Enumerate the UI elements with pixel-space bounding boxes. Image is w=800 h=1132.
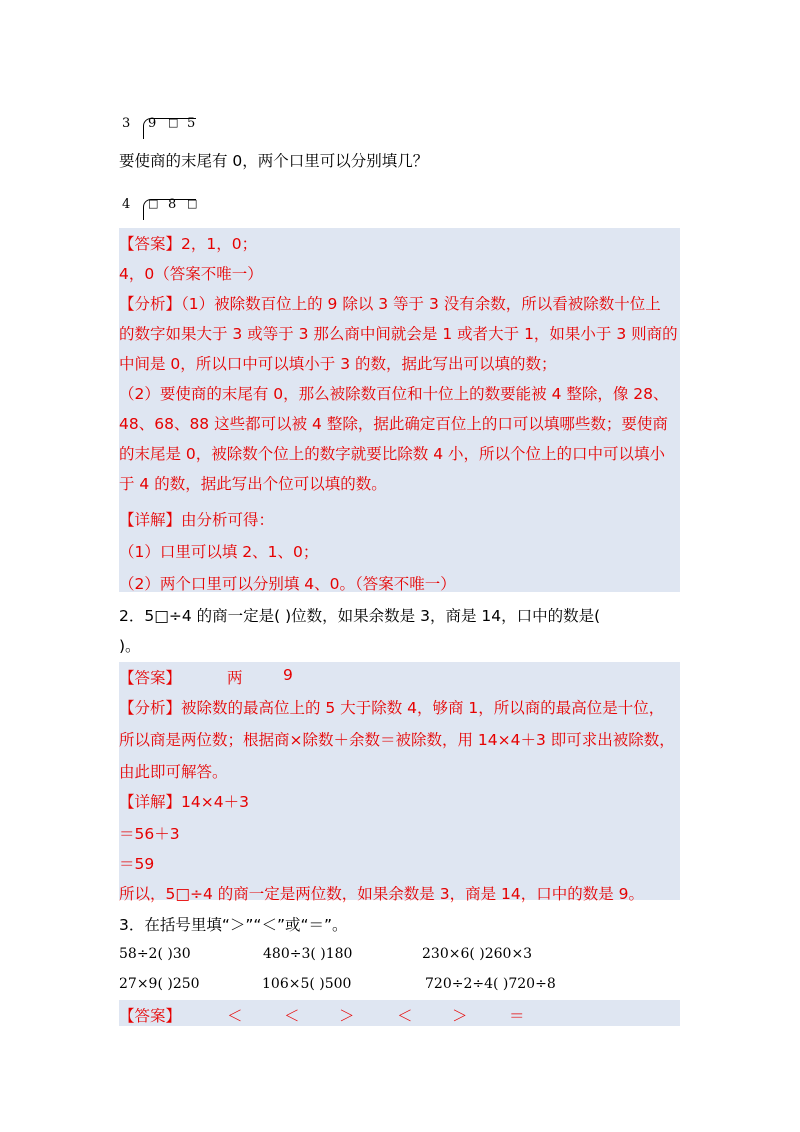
detail-line: 【详解】由分析可得： [119,511,275,529]
detail-line: ＝59 [119,855,155,873]
compare-item: 106×5( )500 [262,976,352,992]
answer-symbol: ＞ [339,1007,355,1025]
detail-line: 所以，5□÷4 的商一定是两位数，如果余数是 3，商是 14，口中的数是 9。 [119,885,645,903]
compare-item: 480÷3( )180 [263,946,353,962]
answer-line: 【答案】2，1，0； [119,235,258,253]
answer-label: 【答案】 [119,1007,182,1025]
answer-value: 9 [283,666,293,684]
dividend-digit: 8 [168,197,177,212]
blank-box[interactable]: □ [148,197,159,210]
analysis-line: 【分析】被除数的最高位上的 5 大于除数 4，够商 1，所以商的最高位是十位， [119,699,665,717]
question-2-line2: )。 [119,637,141,655]
answer-line: 4，0（答案不唯一） [119,265,263,283]
analysis-line: 于 4 的数，据此写出个位可以填的数。 [119,475,387,493]
detail-line: ＝56＋3 [119,825,180,843]
analysis-line: 的末尾是 0，被除数个位上的数字就要比除数 4 小，所以个位上的口中可以填小 [119,445,666,463]
dividend-digit: 9 [148,116,157,131]
answer-symbol: ＞ [452,1007,468,1025]
analysis-line: 【分析】（1）被除数百位上的 9 除以 3 等于 3 没有余数，所以看被除数十位上 [119,295,661,313]
compare-item: 58÷2( )30 [119,946,191,962]
answer-symbol: ＝ [509,1007,525,1025]
analysis-line: 48、68、88 这些都可以被 4 整除，据此确定百位上的口可以填哪些数；要使商 [119,415,668,433]
compare-item: 27×9( )250 [119,976,200,992]
analysis-line: 的数字如果大于 3 或等于 3 那么商中间就会是 1 或者大于 1，如果小于 3 则商的 [119,325,678,343]
blank-box[interactable]: □ [187,197,198,210]
analysis-line: 所以商是两位数；根据商×除数＋余数＝被除数，用 14×4＋3 即可求出被除数， [119,731,675,749]
answer-symbol: ＜ [227,1007,243,1025]
dividend-digit: 5 [187,116,196,131]
compare-item: 720÷2÷4( )720÷8 [425,976,556,992]
blank-box[interactable]: □ [168,116,179,129]
answer-symbol: ＜ [284,1007,300,1025]
divisor: 3 [122,116,131,131]
question-1b: 要使商的末尾有 0，两个口里可以分别填几？ [119,152,429,170]
detail-line: 【详解】14×4＋3 [119,793,249,811]
detail-line: （2）两个口里可以分别填 4、0。（答案不唯一） [119,575,456,593]
question-3-title: 3．在括号里填“＞”“＜”或“＝”。 [119,916,348,934]
analysis-line: 中间是 0，所以口中可以填小于 3 的数，据此写出可以填的数； [119,355,557,373]
divisor: 4 [122,197,131,212]
analysis-line: （2）要使商的末尾有 0，那么被除数百位和十位上的数要能被 4 整除，像 28、 [119,385,669,403]
detail-line: （1）口里可以填 2、1、0； [119,543,319,561]
question-2-line1: 2．5□÷4 的商一定是( )位数，如果余数是 3，商是 14，口中的数是( [119,607,601,625]
answer-label: 【答案】 [119,669,182,687]
answer-value: 两 [227,669,243,687]
analysis-line: 由此即可解答。 [119,763,228,781]
answer-symbol: ＜ [397,1007,413,1025]
compare-item: 230×6( )260×3 [422,946,533,962]
